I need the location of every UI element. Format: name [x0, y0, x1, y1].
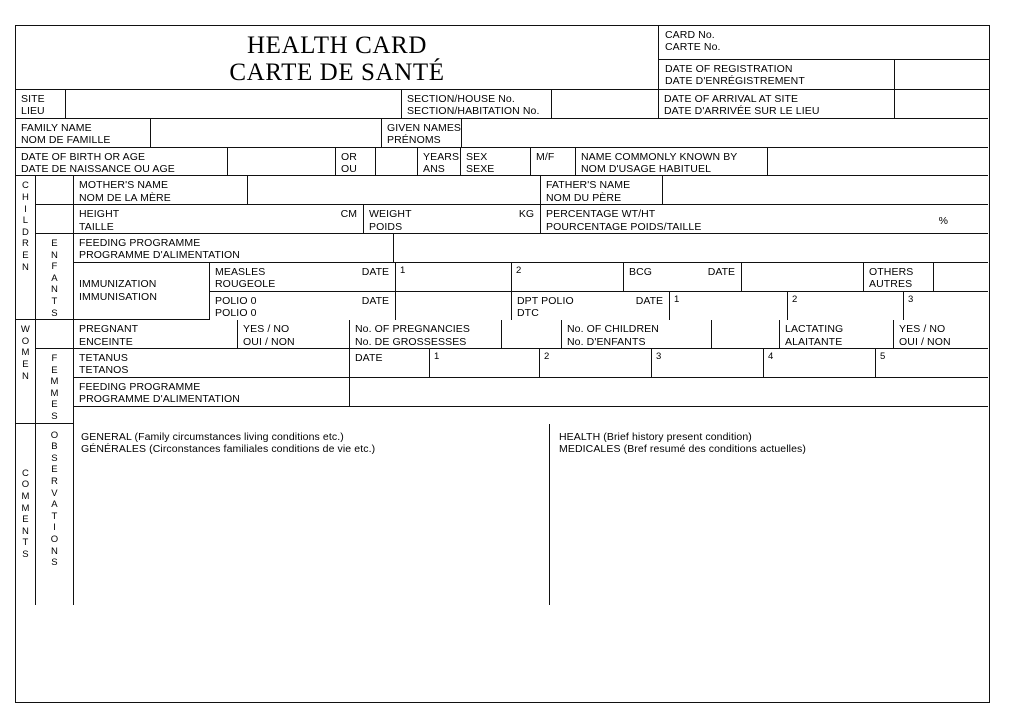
enfants-block — [36, 234, 988, 320]
tetanus-label — [74, 349, 350, 378]
polio-label — [210, 292, 396, 320]
no-pregnancies-label — [350, 320, 502, 349]
children-subsection-spacer — [36, 205, 74, 234]
lactating-yes-no-en: YES / NO — [899, 323, 946, 336]
pregnant-label-en: PREGNANT — [79, 323, 139, 336]
dpt-dose-3-number: 3 — [908, 293, 914, 305]
measles-dose-2-number: 2 — [516, 264, 522, 276]
women-feeding-label-en: FEEDING PROGRAMME — [79, 380, 201, 393]
observations-side-label-char: A — [51, 499, 58, 511]
immunization-label-en: IMMUNIZATION — [79, 278, 157, 291]
card-no-field[interactable] — [659, 26, 989, 60]
fathers-name-label-en: FATHER'S NAME — [546, 179, 631, 192]
femmes-side-label-char: F — [51, 353, 58, 365]
enfants-side-label-char: S — [51, 307, 58, 319]
children-side-label-char: N — [21, 261, 30, 273]
site-row — [16, 90, 989, 119]
percent-sign-label: % — [938, 215, 948, 228]
women-subsection-spacer — [36, 320, 74, 349]
tetanus-label-fr: TETANOS — [79, 364, 129, 377]
enfants-side-label-char: A — [51, 272, 58, 284]
given-names-label-en: GIVEN NAMES — [387, 121, 462, 134]
dob-value[interactable] — [228, 148, 336, 177]
comments-side-label-char: N — [21, 525, 30, 537]
bcg-date-label: DATE — [707, 265, 735, 278]
site-label-en: SITE — [21, 93, 45, 105]
no-children-value[interactable] — [712, 320, 780, 349]
date-registration-label-en: DATE OF REGISTRATION — [665, 62, 793, 75]
children-section — [16, 176, 989, 320]
no-children-label-fr: No. D'ENFANTS — [567, 335, 646, 348]
family-name-row — [16, 119, 989, 148]
given-names-label-fr: PRÉNOMS — [387, 134, 441, 147]
height-label-en: HEIGHT — [79, 208, 120, 221]
tetanus-dose-2[interactable] — [540, 349, 652, 378]
children-feeding-label — [74, 234, 394, 263]
name-commonly-known-label-fr: NOM D'USAGE HABITUEL — [581, 163, 712, 176]
height-unit-label: CM — [340, 208, 357, 221]
polio-row — [210, 292, 988, 320]
immunization-label — [74, 263, 210, 320]
lactating-label-fr: ALAITANTE — [785, 335, 843, 348]
others-label — [864, 263, 934, 292]
women-side-label-char: M — [21, 347, 30, 359]
tetanus-dose-1[interactable] — [430, 349, 540, 378]
children-feeding-label-fr: PROGRAMME D'ALIMENTATION — [79, 249, 240, 262]
pregnant-row — [36, 320, 988, 349]
name-commonly-known-label-en: NAME COMMONLY KNOWN BY — [581, 150, 738, 163]
polio-label-fr: POLIO 0 — [215, 307, 257, 320]
sex-label-fr: SEXE — [466, 163, 495, 176]
observations-side-label-char: O — [50, 533, 59, 545]
children-rows — [36, 176, 988, 320]
health-card-form — [15, 25, 990, 703]
observations-side-label-char: E — [51, 464, 58, 476]
tetanus-date-label-text: DATE — [355, 352, 383, 365]
children-side-label-char: D — [21, 226, 30, 238]
children-side-label-char: L — [22, 215, 29, 227]
observations-side-label-char: S — [51, 557, 58, 569]
family-name-value[interactable] — [151, 119, 382, 148]
tetanus-dose-1-number: 1 — [434, 351, 440, 363]
femmes-side-label-char: E — [51, 399, 58, 411]
children-feeding-label-en: FEEDING PROGRAMME — [79, 237, 201, 250]
tetanus-dose-4[interactable] — [764, 349, 876, 378]
section-house-value[interactable] — [552, 90, 659, 119]
name-commonly-known-value[interactable] — [768, 148, 988, 177]
lactating-label — [780, 320, 894, 349]
general-comments-label-fr: GÉNÉRALES (Circonstances familiales conditions de vie etc.) — [81, 443, 376, 455]
women-section — [16, 320, 989, 423]
others-label-en: OTHERS — [869, 265, 914, 278]
immunization-label-fr: IMMUNISATION — [79, 290, 158, 303]
observations-side-label-char: O — [50, 429, 59, 441]
observations-side-label-char: R — [50, 475, 59, 487]
observations-side-label-char: T — [51, 510, 58, 522]
section-house-label — [402, 90, 552, 119]
measles-label-en: MEASLES — [215, 265, 266, 278]
femmes-side-label-char: E — [51, 364, 58, 376]
form-title — [16, 26, 659, 89]
femmes-side-label-char: M — [50, 387, 59, 399]
enfants-side-label-char: T — [51, 296, 58, 308]
card-number-block — [659, 26, 989, 89]
or-label — [336, 148, 376, 177]
polio-label-en: POLIO 0 — [215, 294, 257, 307]
date-arrival-label-en: DATE OF ARRIVAL AT SITE — [664, 93, 799, 105]
sex-label — [461, 148, 531, 177]
dpt-polio-label-fr: DTC — [517, 307, 539, 320]
percentage-label-en: PERCENTAGE WT/HT — [546, 208, 656, 221]
dpt-dose-3[interactable] — [904, 292, 988, 320]
measles-row — [210, 263, 988, 292]
comments-side-label-char: M — [21, 490, 30, 502]
enfants-side-label-char: E — [51, 238, 58, 250]
enfants-rows — [74, 234, 988, 320]
measles-date-label: DATE — [361, 265, 389, 278]
no-children-label — [562, 320, 712, 349]
measles-label — [210, 263, 396, 292]
dob-label — [16, 148, 228, 177]
date-arrival-label — [659, 90, 895, 119]
observations-side-label-char: I — [53, 522, 56, 534]
enfants-side-label-char: N — [50, 284, 59, 296]
femmes-side-label-char: M — [50, 376, 59, 388]
immunization-block — [74, 263, 988, 320]
date-registration-label-fr: DATE D'ENRÉGISTREMENT — [665, 74, 805, 87]
comments-side-label-char: M — [21, 502, 30, 514]
femmes-rows — [74, 349, 988, 424]
women-rows — [36, 320, 988, 423]
dob-label-en: DATE OF BIRTH OR AGE — [21, 150, 146, 163]
card-no-label-en: CARD No. — [665, 29, 715, 41]
comments-side-label — [16, 424, 36, 605]
children-side-label-char: I — [24, 203, 27, 215]
children-side-label-char: R — [21, 238, 30, 250]
lactating-yes-no-fr: OUI / NON — [899, 335, 951, 348]
children-subsection-spacer — [36, 176, 74, 205]
femmes-block — [36, 349, 988, 424]
dpt-dose-2[interactable] — [788, 292, 904, 320]
enfants-side-label — [36, 234, 74, 320]
comments-side-label-char: E — [22, 514, 29, 526]
pregnant-yes-no-en: YES / NO — [243, 323, 290, 336]
tetanus-dose-3[interactable] — [652, 349, 764, 378]
given-names-label — [382, 119, 462, 148]
title-french: CARTE DE SANTÉ — [229, 58, 445, 86]
comments-side-label-char: C — [21, 467, 30, 479]
women-feeding-label — [74, 378, 350, 407]
enfants-side-label-char: N — [50, 249, 59, 261]
family-name-label-fr: NOM DE FAMILLE — [21, 134, 111, 147]
observations-side-label-char: V — [51, 487, 58, 499]
measles-dose-2[interactable] — [512, 263, 624, 292]
title-english: HEALTH CARD — [247, 31, 427, 59]
comments-side-label-char: S — [22, 548, 29, 560]
women-side-label-char: W — [20, 324, 31, 336]
name-commonly-known-label — [576, 148, 768, 177]
no-pregnancies-label-fr: No. DE GROSSESSES — [355, 335, 467, 348]
or-label-en: OR — [341, 150, 357, 163]
no-children-label-en: No. OF CHILDREN — [567, 323, 659, 336]
age-years-value[interactable] — [376, 148, 418, 177]
tetanus-dose-5[interactable] — [876, 349, 988, 378]
women-feeding-value[interactable] — [350, 378, 988, 407]
others-label-fr: AUTRES — [869, 278, 913, 291]
pregnant-yes-no-fr: OUI / NON — [243, 335, 295, 348]
comments-section — [16, 424, 989, 605]
section-house-label-en: SECTION/HOUSE No. — [407, 93, 515, 105]
mothers-name-label — [74, 176, 248, 205]
percentage-field[interactable] — [541, 205, 988, 234]
card-no-label-fr: CARTE No. — [665, 41, 721, 54]
tetanus-dose-5-number: 5 — [880, 351, 886, 363]
date-arrival-label-fr: DATE D'ARRIVÉE SUR LE LIEU — [664, 105, 820, 118]
comments-side-label-char: T — [22, 537, 29, 549]
children-feeding-row — [74, 234, 988, 263]
women-side-label-char: E — [22, 359, 29, 370]
weight-unit-label: KG — [518, 208, 534, 221]
health-comments-field[interactable] — [550, 424, 988, 605]
femmes-side-label-char: S — [51, 411, 58, 422]
fathers-name-value[interactable] — [663, 176, 988, 205]
observations-side-label-char: S — [51, 452, 58, 464]
or-label-fr: OU — [341, 163, 357, 176]
children-side-label-char: E — [22, 250, 29, 261]
general-comments-field[interactable] — [74, 424, 550, 605]
health-comments-label-en: HEALTH (Brief history present condition) — [559, 430, 752, 443]
tetanus-dose-3-number: 3 — [656, 351, 662, 363]
tetanus-dose-4-number: 4 — [768, 351, 774, 363]
measurements-row — [36, 205, 988, 234]
sex-label-en: SEX — [466, 150, 488, 163]
percentage-label-fr: POURCENTAGE POIDS/TAILLE — [546, 220, 702, 233]
date-registration-label — [659, 60, 895, 90]
children-side-label — [16, 176, 36, 320]
date-of-birth-row — [16, 148, 989, 177]
dpt-dose-2-number: 2 — [792, 293, 798, 305]
health-comments-label-fr: MEDICALES (Bref resumé des conditions actuelles) — [559, 443, 806, 455]
given-names-value[interactable] — [462, 119, 988, 148]
mothers-name-value[interactable] — [248, 176, 541, 205]
dpt-dose-1[interactable] — [670, 292, 788, 320]
parents-row — [36, 176, 988, 205]
site-label-fr: LIEU — [21, 105, 45, 118]
fathers-name-label-fr: NOM DU PÈRE — [546, 191, 622, 204]
mothers-name-label-en: MOTHER'S NAME — [79, 179, 169, 192]
women-feeding-label-fr: PROGRAMME D'ALIMENTATION — [79, 393, 240, 406]
dpt-polio-label — [512, 292, 670, 320]
children-side-label-char: H — [21, 192, 30, 204]
others-value[interactable] — [934, 263, 988, 292]
mf-label-text: M/F — [536, 150, 555, 163]
observations-side-label-char: B — [51, 441, 58, 453]
dpt-polio-label-en: DPT POLIO — [517, 294, 574, 307]
polio-value[interactable] — [396, 292, 512, 320]
tetanus-dose-2-number: 2 — [544, 351, 550, 363]
enfants-side-label-char: F — [51, 261, 58, 273]
femmes-side-label — [36, 349, 74, 424]
mothers-name-label-fr: NOM DE LA MÈRE — [79, 191, 171, 204]
fathers-name-label — [541, 176, 663, 205]
lactating-label-en: LACTATING — [785, 323, 844, 336]
women-side-label — [16, 320, 36, 423]
bcg-label-text: BCG — [629, 265, 653, 278]
no-pregnancies-label-en: No. OF PREGNANCIES — [355, 323, 470, 336]
height-field[interactable] — [74, 205, 364, 234]
bcg-value[interactable] — [742, 263, 864, 292]
general-comments-label-en: GENERAL (Family circumstances living conditions etc.) — [81, 430, 344, 443]
women-side-label-char: N — [21, 370, 30, 382]
children-side-label-char: C — [21, 180, 30, 192]
measles-dose-1-number: 1 — [400, 264, 406, 276]
mf-label — [531, 148, 576, 177]
pregnant-label-fr: ENCEINTE — [79, 335, 133, 348]
observations-side-label — [36, 424, 74, 605]
site-label — [16, 90, 66, 119]
years-label-fr: ANS — [423, 163, 445, 176]
tetanus-row — [74, 349, 988, 378]
no-pregnancies-value[interactable] — [502, 320, 562, 349]
lactating-yes-no[interactable] — [894, 320, 988, 349]
dpt-date-label: DATE — [635, 294, 663, 307]
date-arrival-value[interactable] — [895, 90, 988, 119]
title-block — [16, 26, 989, 90]
weight-label-fr: POIDS — [369, 220, 403, 233]
family-name-label — [16, 119, 151, 148]
measles-label-fr: ROUGEOLE — [215, 278, 276, 291]
weight-label-en: WEIGHT — [369, 208, 412, 221]
years-label-en: YEARS — [423, 150, 460, 163]
date-registration-value[interactable] — [895, 60, 989, 90]
section-house-label-fr: SECTION/HABITATION No. — [407, 105, 540, 118]
bcg-label — [624, 263, 742, 292]
women-side-label-char: O — [21, 335, 30, 347]
immunization-rows — [210, 263, 988, 320]
weight-field[interactable] — [364, 205, 541, 234]
pregnant-yes-no[interactable] — [238, 320, 350, 349]
family-name-label-en: FAMILY NAME — [21, 121, 92, 134]
height-label-fr: TAILLE — [79, 220, 114, 233]
site-value[interactable] — [66, 90, 402, 119]
measles-dose-1[interactable] — [396, 263, 512, 292]
children-feeding-value[interactable] — [394, 234, 988, 263]
tetanus-date-label — [350, 349, 430, 378]
pregnant-label — [74, 320, 238, 349]
tetanus-label-en: TETANUS — [79, 352, 128, 365]
women-feeding-row — [74, 378, 988, 407]
comments-side-label-char: O — [21, 479, 30, 491]
dob-label-fr: DATE DE NAISSANCE OU AGE — [21, 163, 175, 176]
observations-side-label-char: N — [50, 545, 59, 557]
years-label — [418, 148, 461, 177]
polio-date-label: DATE — [361, 294, 389, 307]
dpt-dose-1-number: 1 — [674, 293, 680, 305]
